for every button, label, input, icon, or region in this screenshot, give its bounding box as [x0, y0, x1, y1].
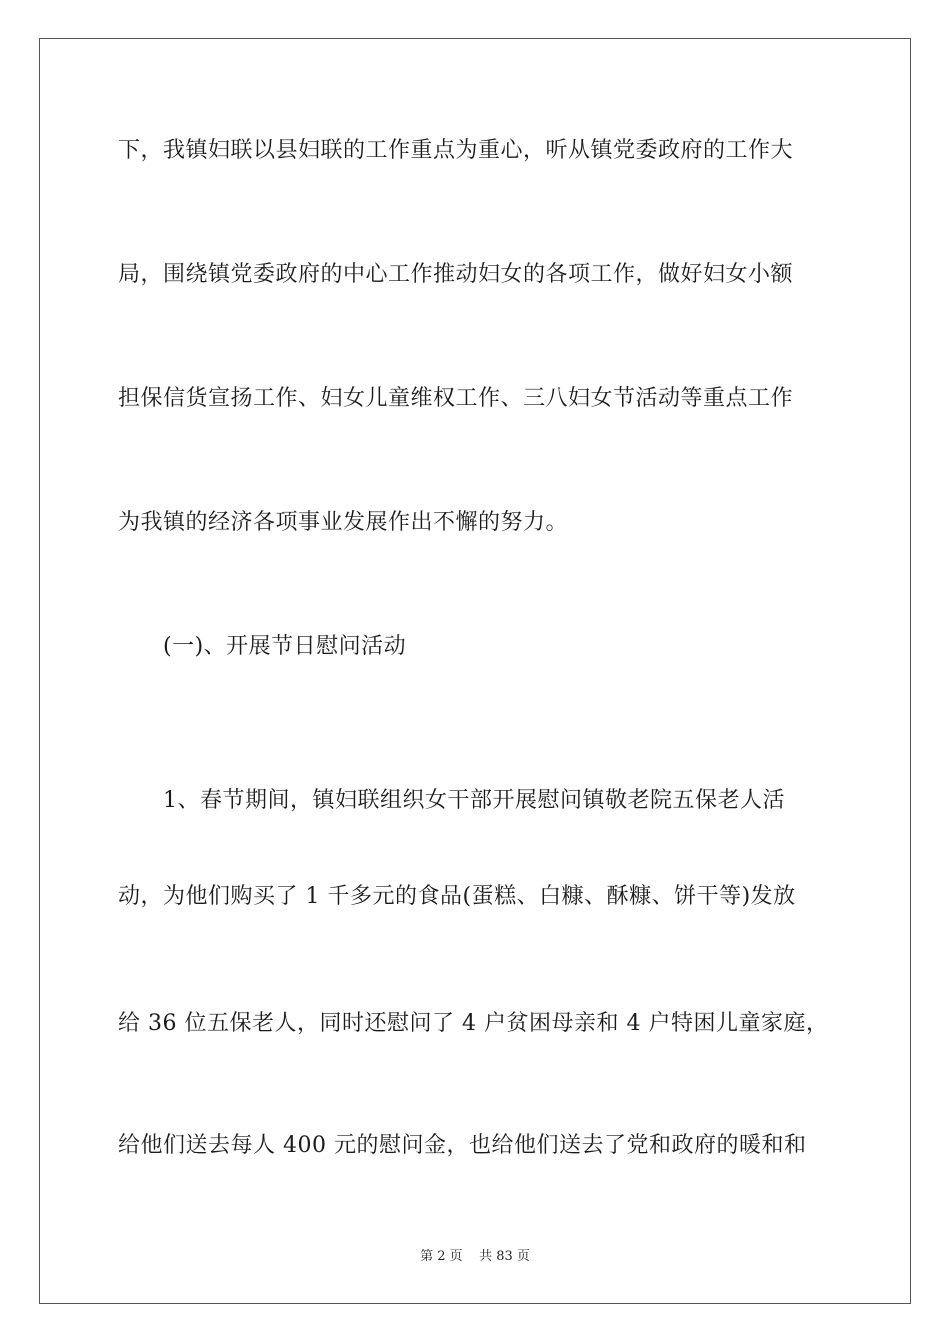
- paragraph-line: 1、春节期间，镇妇联组织女干部开展慰问镇敬老院五保老人活: [163, 788, 785, 813]
- paragraph-line: 给 36 位五保老人，同时还慰问了 4 户贫困母亲和 4 户特困儿童家庭，: [118, 1011, 829, 1036]
- paragraph-line: 局，围绕镇党委政府的中心工作推动妇女的各项工作，做好妇女小额: [118, 262, 794, 287]
- paragraph-line: 动，为他们购买了 1 千多元的食品(蛋糕、白糠、酥糠、饼干等)发放: [118, 884, 796, 909]
- paragraph-line: 下，我镇妇联以县妇联的工作重点为重心，听从镇党委政府的工作大: [118, 138, 794, 163]
- paragraph-line: 为我镇的经济各项事业发展作出不懈的努力。: [118, 510, 569, 535]
- paragraph-line: 担保信货宣扬工作、妇女儿童维权工作、三八妇女节活动等重点工作: [118, 386, 794, 411]
- paragraph-line: 给他们送去每人 400 元的慰问金，也给他们送去了党和政府的暖和和: [118, 1133, 807, 1158]
- section-heading: (一)、开展节日慰问活动: [163, 634, 407, 659]
- page-border: [39, 38, 911, 1304]
- page-number-footer: 第 2 页 共 83 页: [420, 1249, 530, 1264]
